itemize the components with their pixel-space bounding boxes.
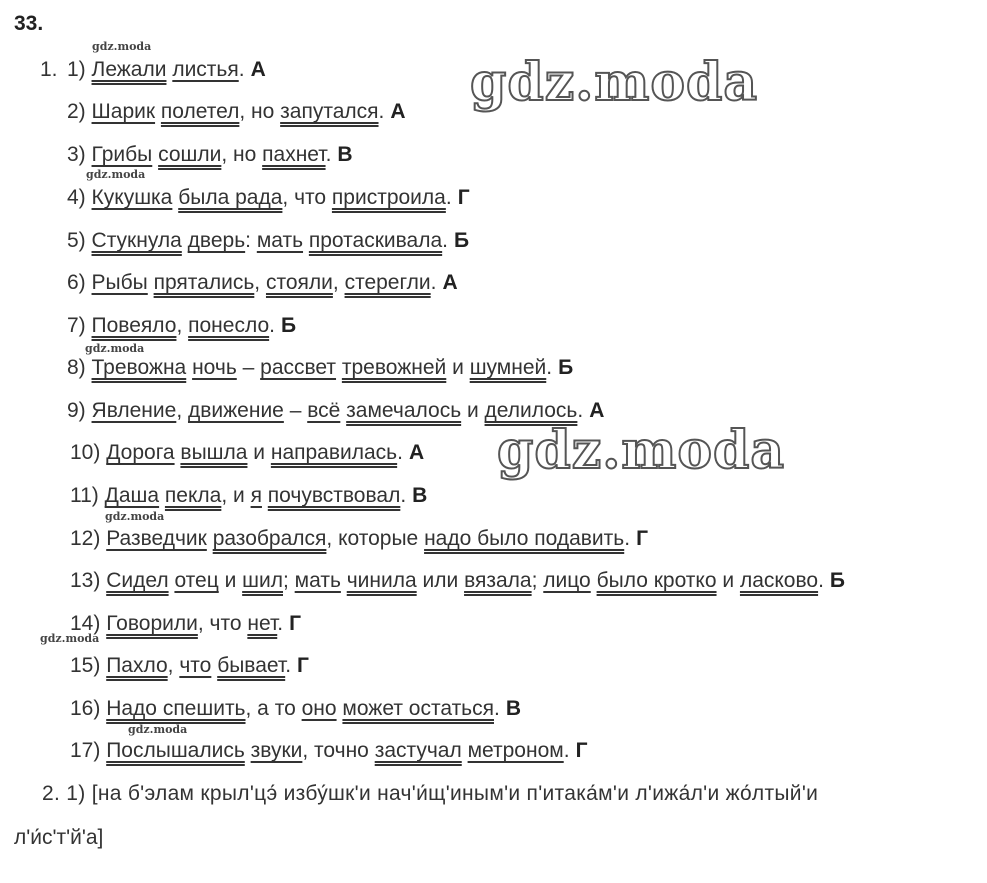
predicate-word: полетел xyxy=(160,100,240,123)
subject-word: Явление xyxy=(91,399,177,422)
plain-text: . xyxy=(818,569,824,592)
predicate-word: направилась xyxy=(270,441,398,464)
subject-word: движение xyxy=(187,399,284,422)
plain-text: . xyxy=(400,484,407,507)
subject-word: Разведчик xyxy=(106,527,207,550)
subject-word: мать xyxy=(294,569,341,592)
plain-text: . xyxy=(285,654,292,677)
plain-text: : xyxy=(245,229,257,252)
answer-line xyxy=(40,56,266,84)
watermark-small-3: gdz.moda xyxy=(85,342,145,355)
item-label: 8) xyxy=(67,356,86,379)
predicate-word: ласково xyxy=(739,569,819,592)
predicate-word: стояли xyxy=(265,271,333,294)
answer-line xyxy=(70,610,301,638)
subject-word: мать xyxy=(256,229,304,252)
watermark-small-2: gdz.moda xyxy=(86,168,146,181)
plain-text: , и xyxy=(221,484,251,507)
answer-letter: В xyxy=(337,143,353,166)
plain-text: . xyxy=(546,356,553,379)
predicate-word: Послышались xyxy=(106,739,245,762)
answer-line xyxy=(70,439,424,467)
item-label: 7) xyxy=(67,314,86,337)
plain-text: . xyxy=(269,314,275,337)
plain-text: , но xyxy=(239,100,281,123)
part2-number: 2. xyxy=(42,782,61,805)
plain-text: . xyxy=(238,58,245,81)
watermark-small-6: gdz.moda xyxy=(128,723,188,736)
item-label: 15) xyxy=(70,654,101,677)
subject-word: ночь xyxy=(192,356,237,379)
item-label: 4) xyxy=(67,186,86,209)
answer-line xyxy=(70,737,587,765)
plain-text: и xyxy=(716,569,740,592)
subject-word: что xyxy=(179,654,212,677)
answer-letter: Г xyxy=(636,527,648,550)
predicate-word: шумней xyxy=(469,356,547,379)
predicate-word: пахнет xyxy=(262,143,326,166)
predicate-word: может остаться xyxy=(342,697,494,720)
item-label: 13) xyxy=(70,569,101,592)
predicate-word: чинила xyxy=(346,569,417,592)
answer-line xyxy=(67,354,573,382)
plain-text: , точно xyxy=(302,739,375,762)
plain-text: . xyxy=(325,143,332,166)
predicate-word: стерегли xyxy=(344,271,431,294)
subject-word: Рыбы xyxy=(91,271,148,294)
watermark-small-5: gdz.moda xyxy=(40,632,100,645)
predicate-word: вышла xyxy=(180,441,248,464)
subject-word: лицо xyxy=(543,569,591,592)
plain-text: , которые xyxy=(326,527,425,550)
plain-text: . xyxy=(563,739,570,762)
subject-word: я xyxy=(250,484,262,507)
part2-item-label: 1) xyxy=(66,782,86,805)
item-label: 10) xyxy=(70,441,101,464)
predicate-word: пристроила xyxy=(331,186,446,209)
predicate-word: было кротко xyxy=(596,569,717,592)
predicate-word: вязала xyxy=(464,569,532,592)
answer-letter: В xyxy=(505,697,522,720)
plain-text: – xyxy=(236,356,261,379)
answer-line xyxy=(67,141,353,169)
predicate-word: надо было подавить xyxy=(424,527,625,550)
predicate-word: была рада xyxy=(178,186,283,209)
item-label: 5) xyxy=(67,229,86,252)
predicate-word: Стукнула xyxy=(91,229,182,252)
answer-letter: Г xyxy=(575,739,588,762)
subject-word: дверь xyxy=(187,229,246,252)
transcription-line-2: л'и́с'т'й'а] xyxy=(14,826,104,849)
predicate-word: застучал xyxy=(374,739,462,762)
predicate-word: замечалось xyxy=(346,399,462,422)
watermark-large-2: gdz.moda xyxy=(497,420,786,481)
plain-text: . xyxy=(494,697,500,720)
answer-letter: Г xyxy=(289,612,301,635)
answer-line xyxy=(67,98,406,126)
answer-line xyxy=(70,482,427,510)
plain-text: и xyxy=(461,399,485,422)
item-label: 11) xyxy=(70,484,99,507)
watermark-small-1: gdz.moda xyxy=(92,40,152,53)
answer-letter: Б xyxy=(829,569,846,592)
plain-text: , но xyxy=(221,143,263,166)
subject-word: Шарик xyxy=(91,100,156,123)
answer-line xyxy=(67,269,458,297)
plain-text: и xyxy=(218,569,243,592)
plain-text: . xyxy=(397,441,403,464)
plain-text: – xyxy=(283,399,308,422)
plain-text: . xyxy=(445,186,452,209)
answer-line xyxy=(70,567,845,595)
answer-letter: А xyxy=(390,100,406,123)
answer-letter: А xyxy=(408,441,425,464)
predicate-word: Надо спешить xyxy=(106,697,246,720)
plain-text: , что xyxy=(197,612,248,635)
item-label: 9) xyxy=(67,399,86,422)
answer-letter: Г xyxy=(297,654,309,677)
plain-text: . xyxy=(277,612,284,635)
plain-text: ; xyxy=(283,569,295,592)
watermark-small-4: gdz.moda xyxy=(105,510,165,523)
answer-letter: А xyxy=(589,399,605,422)
plain-text: . xyxy=(442,229,448,252)
part2-line-1 xyxy=(42,780,818,808)
predicate-word: сошли xyxy=(158,143,222,166)
plain-text: , что xyxy=(282,186,332,209)
plain-text: , xyxy=(254,271,266,294)
answer-line xyxy=(70,525,648,553)
plain-text: , xyxy=(176,314,189,337)
answer-letter: А xyxy=(250,58,266,81)
item-label: 2) xyxy=(67,100,86,123)
predicate-word: Лежали xyxy=(91,58,167,81)
plain-text: и xyxy=(446,356,470,379)
plain-text: . xyxy=(577,399,584,422)
answer-line xyxy=(67,227,469,255)
predicate-word: Сидел xyxy=(106,569,169,592)
predicate-word: нет xyxy=(247,612,278,635)
answer-letter: Б xyxy=(454,229,470,252)
subject-word: отец xyxy=(174,569,219,592)
exercise-number: 33. xyxy=(14,12,44,35)
watermark-large-1: gdz.moda xyxy=(470,52,759,113)
subject-word: звуки xyxy=(250,739,303,762)
subject-word: метроном xyxy=(467,739,564,762)
item-label: 1) xyxy=(67,58,86,81)
predicate-word: тревожней xyxy=(341,356,447,379)
predicate-word: разобрался xyxy=(212,527,327,550)
subject-word: Кукушка xyxy=(91,186,173,209)
plain-text: . xyxy=(378,100,385,123)
predicate-word: почувствовал xyxy=(267,484,401,507)
subject-word: листья xyxy=(172,58,239,81)
plain-text: . xyxy=(430,271,437,294)
predicate-word: делилось xyxy=(484,399,578,422)
item-label: 17) xyxy=(70,739,101,762)
item-label: 14) xyxy=(70,612,101,635)
plain-text: , xyxy=(332,271,345,294)
predicate-word: запутался xyxy=(280,100,379,123)
item-label: 12) xyxy=(70,527,101,550)
subject-word: Грибы xyxy=(91,143,153,166)
subject-word: всё xyxy=(307,399,341,422)
plain-text: и xyxy=(247,441,271,464)
predicate-word: Говорили xyxy=(106,612,198,635)
answer-line xyxy=(70,652,309,680)
answer-letter: А xyxy=(442,271,458,294)
plain-text: , xyxy=(167,654,180,677)
item-label: 6) xyxy=(67,271,86,294)
plain-text: , а то xyxy=(245,697,302,720)
plain-text: . xyxy=(624,527,631,550)
answer-letter: В xyxy=(412,484,428,507)
answer-line xyxy=(67,312,296,340)
item-label: 3) xyxy=(67,143,86,166)
subject-word: Даша xyxy=(104,484,160,507)
predicate-word: прятались xyxy=(153,271,255,294)
answer-line xyxy=(67,184,470,212)
predicate-word: шил xyxy=(242,569,283,592)
answer-letter: Г xyxy=(457,186,470,209)
plain-text: ; xyxy=(531,569,544,592)
subject-word: рассвет xyxy=(260,356,337,379)
predicate-word: пекла xyxy=(164,484,222,507)
predicate-word: понесло xyxy=(188,314,270,337)
predicate-word: бывает xyxy=(217,654,286,677)
subject-word: оно xyxy=(301,697,337,720)
answer-line xyxy=(70,695,521,723)
transcription-line-1: [на б'элам крыл'цэ́ избу́шк'и нач'и́щ'иным'и п'итака́м'и л'ижа́л'и жо́лтый'и xyxy=(91,782,819,805)
predicate-word: протаскивала xyxy=(308,229,443,252)
plain-text: или xyxy=(416,569,465,592)
item-label: 16) xyxy=(70,697,101,720)
predicate-word: Пахло xyxy=(106,654,168,677)
predicate-word: Тревожна xyxy=(91,356,187,379)
part1-number: 1. xyxy=(40,58,58,81)
subject-word: Дорога xyxy=(106,441,175,464)
plain-text: , xyxy=(176,399,188,422)
answer-letter: Б xyxy=(280,314,297,337)
part2-line-2 xyxy=(14,824,103,852)
predicate-word: Повеяло xyxy=(91,314,177,337)
answer-letter: Б xyxy=(558,356,574,379)
